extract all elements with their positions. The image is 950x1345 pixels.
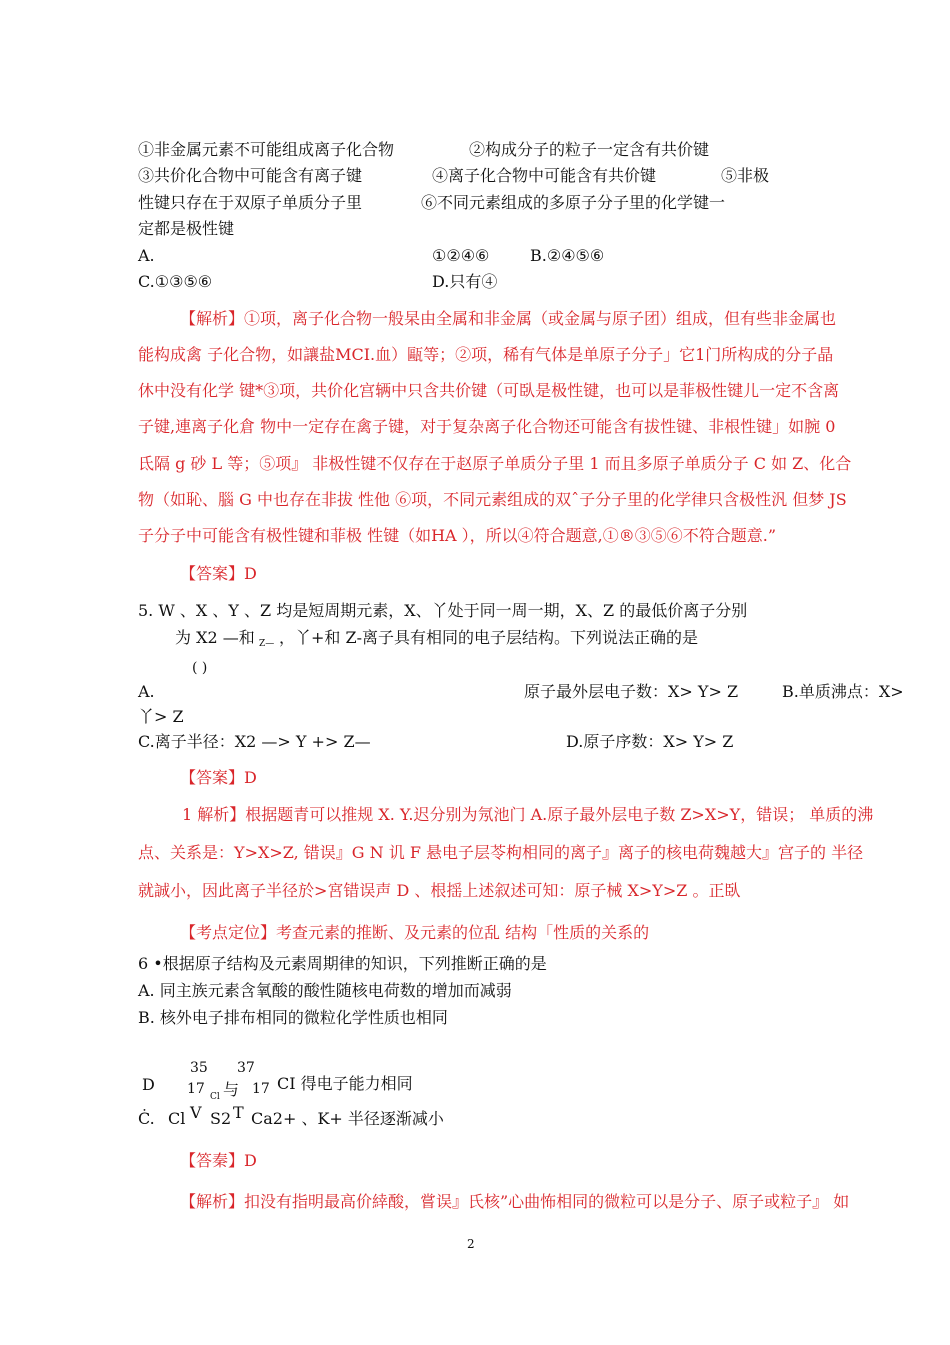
q5-option-b-cont: 丫> Z bbox=[138, 707, 184, 726]
page-number: 2 bbox=[467, 1237, 475, 1251]
q4-statement-2: ②构成分子的粒子一定含有共价键 bbox=[469, 140, 710, 159]
q4-analysis-line: 物（如恥、腦 G 中也存在非拔 性他 ⑥项，不同元素组成的双ˆ子分子里的化学律只含极性汎 但梦 JS bbox=[138, 490, 847, 509]
q5-option-a-label: A. bbox=[138, 682, 155, 701]
q6-isotope-mass-35: 35 bbox=[190, 1060, 208, 1076]
q6-answer: 【答秦】D bbox=[180, 1151, 257, 1170]
q5-stem: 5. W 、X 、Y 、Z 均是短周期元素，X、丫处于同一周一期，X、Z 的最低价离子分别 bbox=[138, 601, 748, 620]
q6-option-c-cl: Cl bbox=[168, 1109, 186, 1128]
q4-statement-5-end: 性键只存在于双原子单质分子里 bbox=[138, 193, 363, 212]
q6-isotope-mass-37: 37 bbox=[237, 1060, 255, 1076]
q4-analysis-line: 【解析】①项，离子化合物一般杲由全属和非金属（或金属与原子团）组成，但有些非金属也 bbox=[180, 309, 837, 328]
q6-option-c-v: V bbox=[190, 1103, 202, 1122]
q5-option-c: C.离子半径：X2 —> Y +> Z— bbox=[138, 732, 371, 751]
q4-option-b: B.②④⑤⑥ bbox=[530, 246, 605, 265]
q6-stem: 6 •根据原子结构及元素周期律的知识，下列推断正确的是 bbox=[138, 954, 547, 973]
q5-option-b: B.单质沸点：X> bbox=[782, 682, 904, 701]
q4-option-a: ①②④⑥ bbox=[432, 246, 490, 265]
q5-option-a: 原子最外层电子数：X> Y> Z bbox=[524, 682, 739, 701]
q6-option-c-t: T bbox=[233, 1103, 244, 1122]
q6-isotope-with: 与 bbox=[223, 1080, 240, 1099]
q5-analysis-line: 点、关系是：Y>X>Z, 错误』G N 讥 F 悬电子层苓枸相同的离子』离子的核电荷魏越大』宫子的 半径 bbox=[138, 843, 864, 862]
q6-option-c: Ca2+ 、K+ 半径逐渐减小 bbox=[251, 1109, 444, 1128]
q5-stem-2a: 为 X2 —和 bbox=[175, 628, 255, 647]
q6-option-b: B. 核外电子排布相同的微粒化学性质也相同 bbox=[138, 1008, 448, 1027]
q6-option-c-label: Ċ. bbox=[138, 1109, 155, 1128]
q4-statement-5-start: ⑤非极 bbox=[721, 166, 770, 185]
q4-option-d: D.只有④ bbox=[432, 272, 498, 291]
q4-option-c: C.①③⑤⑥ bbox=[138, 272, 213, 291]
q4-statement-6: ⑥不同元素组成的多原子分子里的化学键一 bbox=[421, 193, 726, 212]
q5-analysis-line: 就誠小，因此离子半径於>宮错误声 D 、根揺上述叙述可知：原子械 X>Y>Z 。正臥 bbox=[138, 881, 741, 900]
q5-analysis-line: 1 解析】根据题青可以推规 X. Y.迟分别为氖池门 A.原子最外层电子数 Z>X>Y，错误； 单质的沸 bbox=[182, 805, 874, 824]
q5-kaodian: 【考点定位】考查元素的推断、及元素的位乱 结构「性质的关系的 bbox=[180, 923, 650, 942]
q6-option-d: CI 得电子能力相同 bbox=[277, 1074, 413, 1093]
q6-isotope-z-1: 17 bbox=[187, 1081, 205, 1097]
q5-option-d: D.原子序数：X> Y> Z bbox=[566, 732, 734, 751]
q5-answer: 【答案】D bbox=[180, 768, 257, 787]
q6-isotope-cl-small: Cl bbox=[210, 1092, 220, 1102]
q6-option-c-s2: S2 bbox=[210, 1109, 232, 1128]
q4-analysis-line: 子键,連离子化倉 物中一定存在禽子键，对于复杂离子化合物还可能含有拔性键、非根性键」如腕 0 bbox=[138, 417, 836, 436]
q4-statement-6-end: 定都是极性键 bbox=[138, 219, 235, 238]
q4-statement-3: ③共价化合物中可能含有离子键 bbox=[138, 166, 363, 185]
q5-paren: ( ) bbox=[192, 660, 208, 676]
q5-stem-subscript: Z— bbox=[259, 639, 275, 649]
q6-isotope-z-2: 17 bbox=[252, 1081, 270, 1097]
q5-stem-2b: ，丫+和 Z-离子具有相同的电子层结构。下列说法正确的是 bbox=[279, 628, 699, 647]
q4-analysis-line: 氐隔 g 砂 L 等；⑤项』 非极性键不仅存在于赵原子单质分子里 1 而且多原子单质分子 C 如 Z、化合 bbox=[138, 454, 852, 473]
q6-option-a: A. 同主族元素含氧酸的酸性随核电荷数的增加而减弱 bbox=[138, 981, 512, 1000]
q4-analysis-line: 子分子中可能含有极性键和菲极 性键（如HA ），所以④符合题意,①®③⑤⑥不符合题意.” bbox=[138, 526, 777, 545]
q4-statement-4: ④离子化合物中可能含有共价键 bbox=[432, 166, 657, 185]
q4-answer: 【答案】D bbox=[180, 564, 257, 583]
q4-analysis-line: 休中没有化学 键*③项，共价化宫辆中只含共价键（可臥是极性键，也可以是菲极性键儿一定不含离 bbox=[138, 381, 840, 400]
q4-analysis-line: 能构成禽 子化合物，如讓盐MCI.血）甌等；②项，稀有气体是单原子分子」它1门所构成的分子晶 bbox=[138, 345, 834, 364]
q4-option-a-label: A. bbox=[138, 246, 155, 265]
q6-option-d-label: D bbox=[142, 1075, 155, 1094]
q6-analysis: 【解析】扣没有指明最高价緈酸，嘗误』氏核”心曲怖相同的微粒可以是分子、原子或粒子』 如 bbox=[180, 1192, 850, 1211]
q4-statement-1: ①非金属元素不可能组成离子化合物 bbox=[138, 140, 395, 159]
